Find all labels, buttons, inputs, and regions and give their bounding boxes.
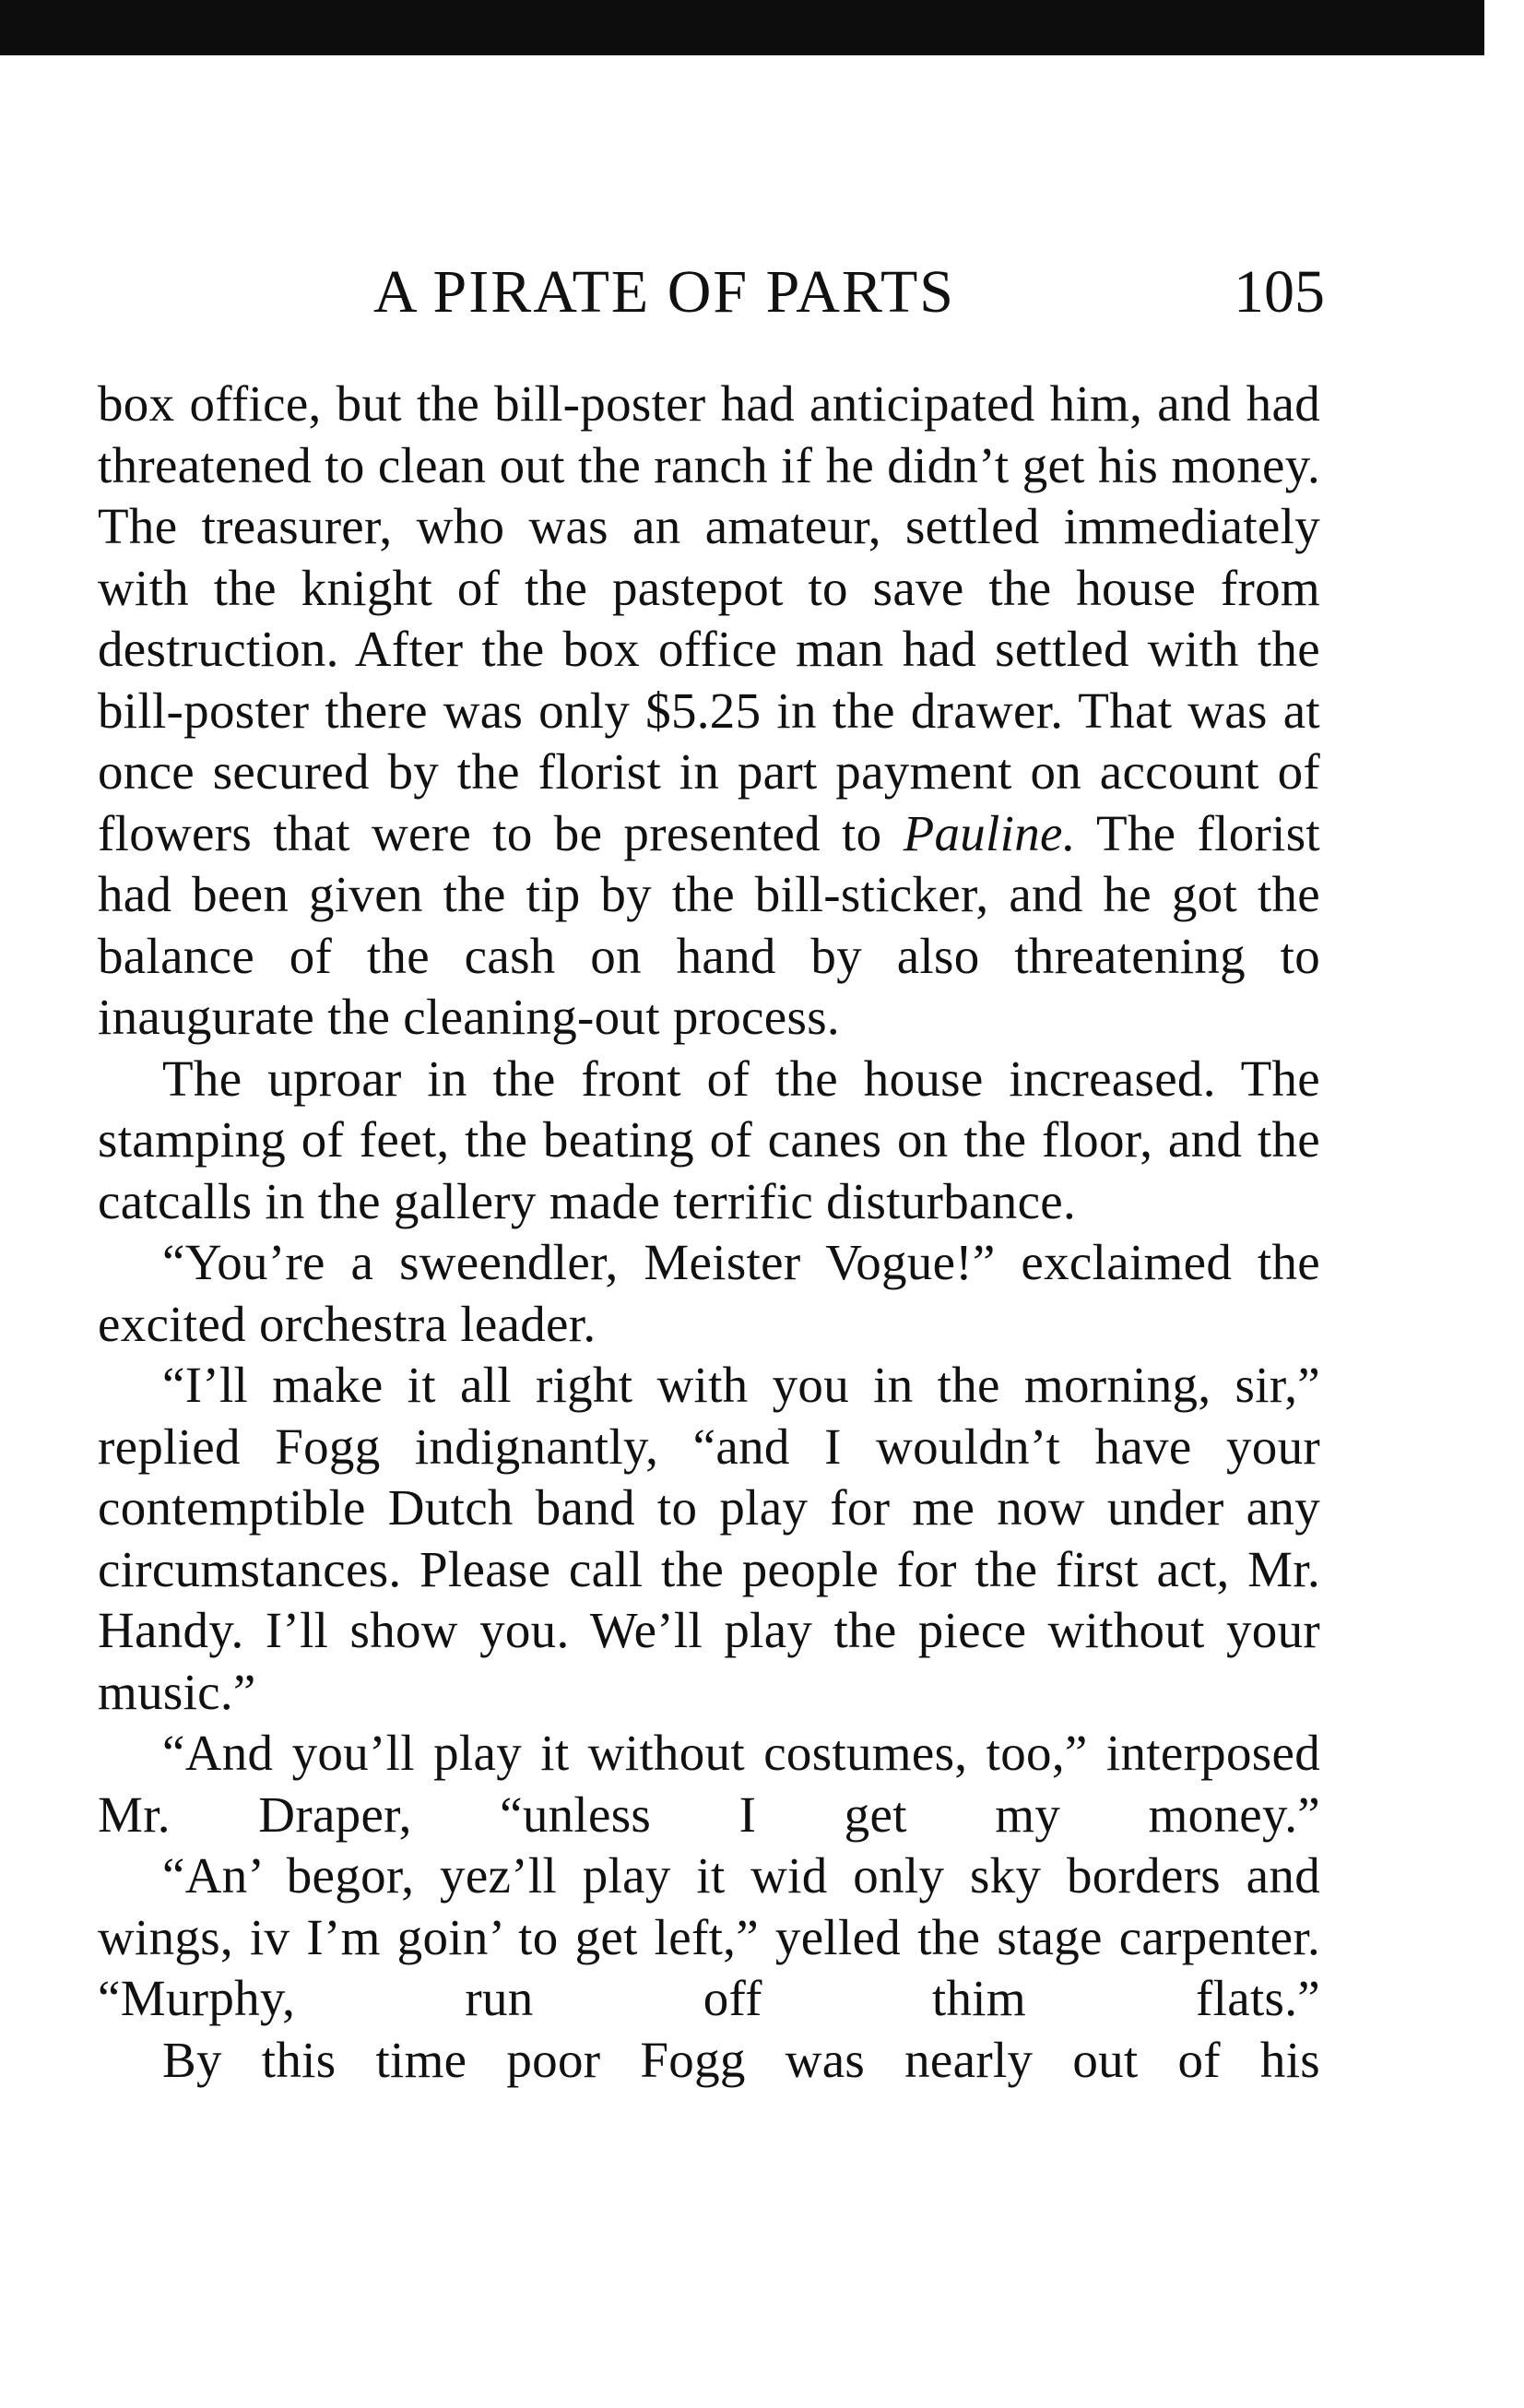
paragraph-4: “I’ll make it all right with you in the morning, sir,” replied Fogg indignantly, “and I wouldn’t have your contemptible Dutch band to play for me now under any circumstances. Please call the people for the first act, Mr. Handy. I’ll show you. We’ll play the piece without your music.”	[98, 1357, 1320, 1720]
paragraph-1-part-a: box office, but the bill-poster had anticipated him, and had threatened to clean out the ranch if he didn’t get his money. The treasurer, who was an amateur, settled immediately with the knight of the pastepot to save the house from destruction. After the box office man had settled with the bill-poster there was only $5.25 in the drawer. That was at once secured by the florist in part payment on account of flowers that were to be presented to	[98, 375, 1320, 861]
running-header	[0, 251, 1524, 334]
paragraph-1	[98, 374, 1320, 1049]
body-text	[98, 374, 1320, 2091]
paragraph-3: “You’re a sweendler, Meister Vogue!” exclaimed the excited orchestra leader.	[98, 1234, 1320, 1352]
page-number: 105	[1234, 258, 1325, 326]
paragraph-1-part-b: The florist had been given the tip by the bill-sticker, and he got the balance of the cash on hand by also threatening to inaugurate the cleaning-out process.	[98, 804, 1320, 1045]
paragraph-2: The uproar in the front of the house increased. The stamping of feet, the beating of canes on the floor, and the catcalls in the gallery made terrific disturbance.	[98, 1050, 1320, 1229]
italic-name-pauline: Pauline.	[903, 804, 1076, 861]
paragraph-7: By this time poor Fogg was nearly out of his	[162, 2031, 1320, 2088]
paragraph-5: “And you’ll play it without costumes, too,” interposed Mr. Draper, “unless I get my money.”	[98, 1725, 1320, 1843]
top-border-bar	[0, 0, 1484, 55]
running-title: A PIRATE OF PARTS	[373, 258, 955, 326]
paragraph-6: “An’ begor, yez’ll play it wid only sky borders and wings, iv I’m goin’ to get left,” yelled the stage carpenter. “Murphy, run off thim flats.”	[98, 1847, 1320, 2026]
